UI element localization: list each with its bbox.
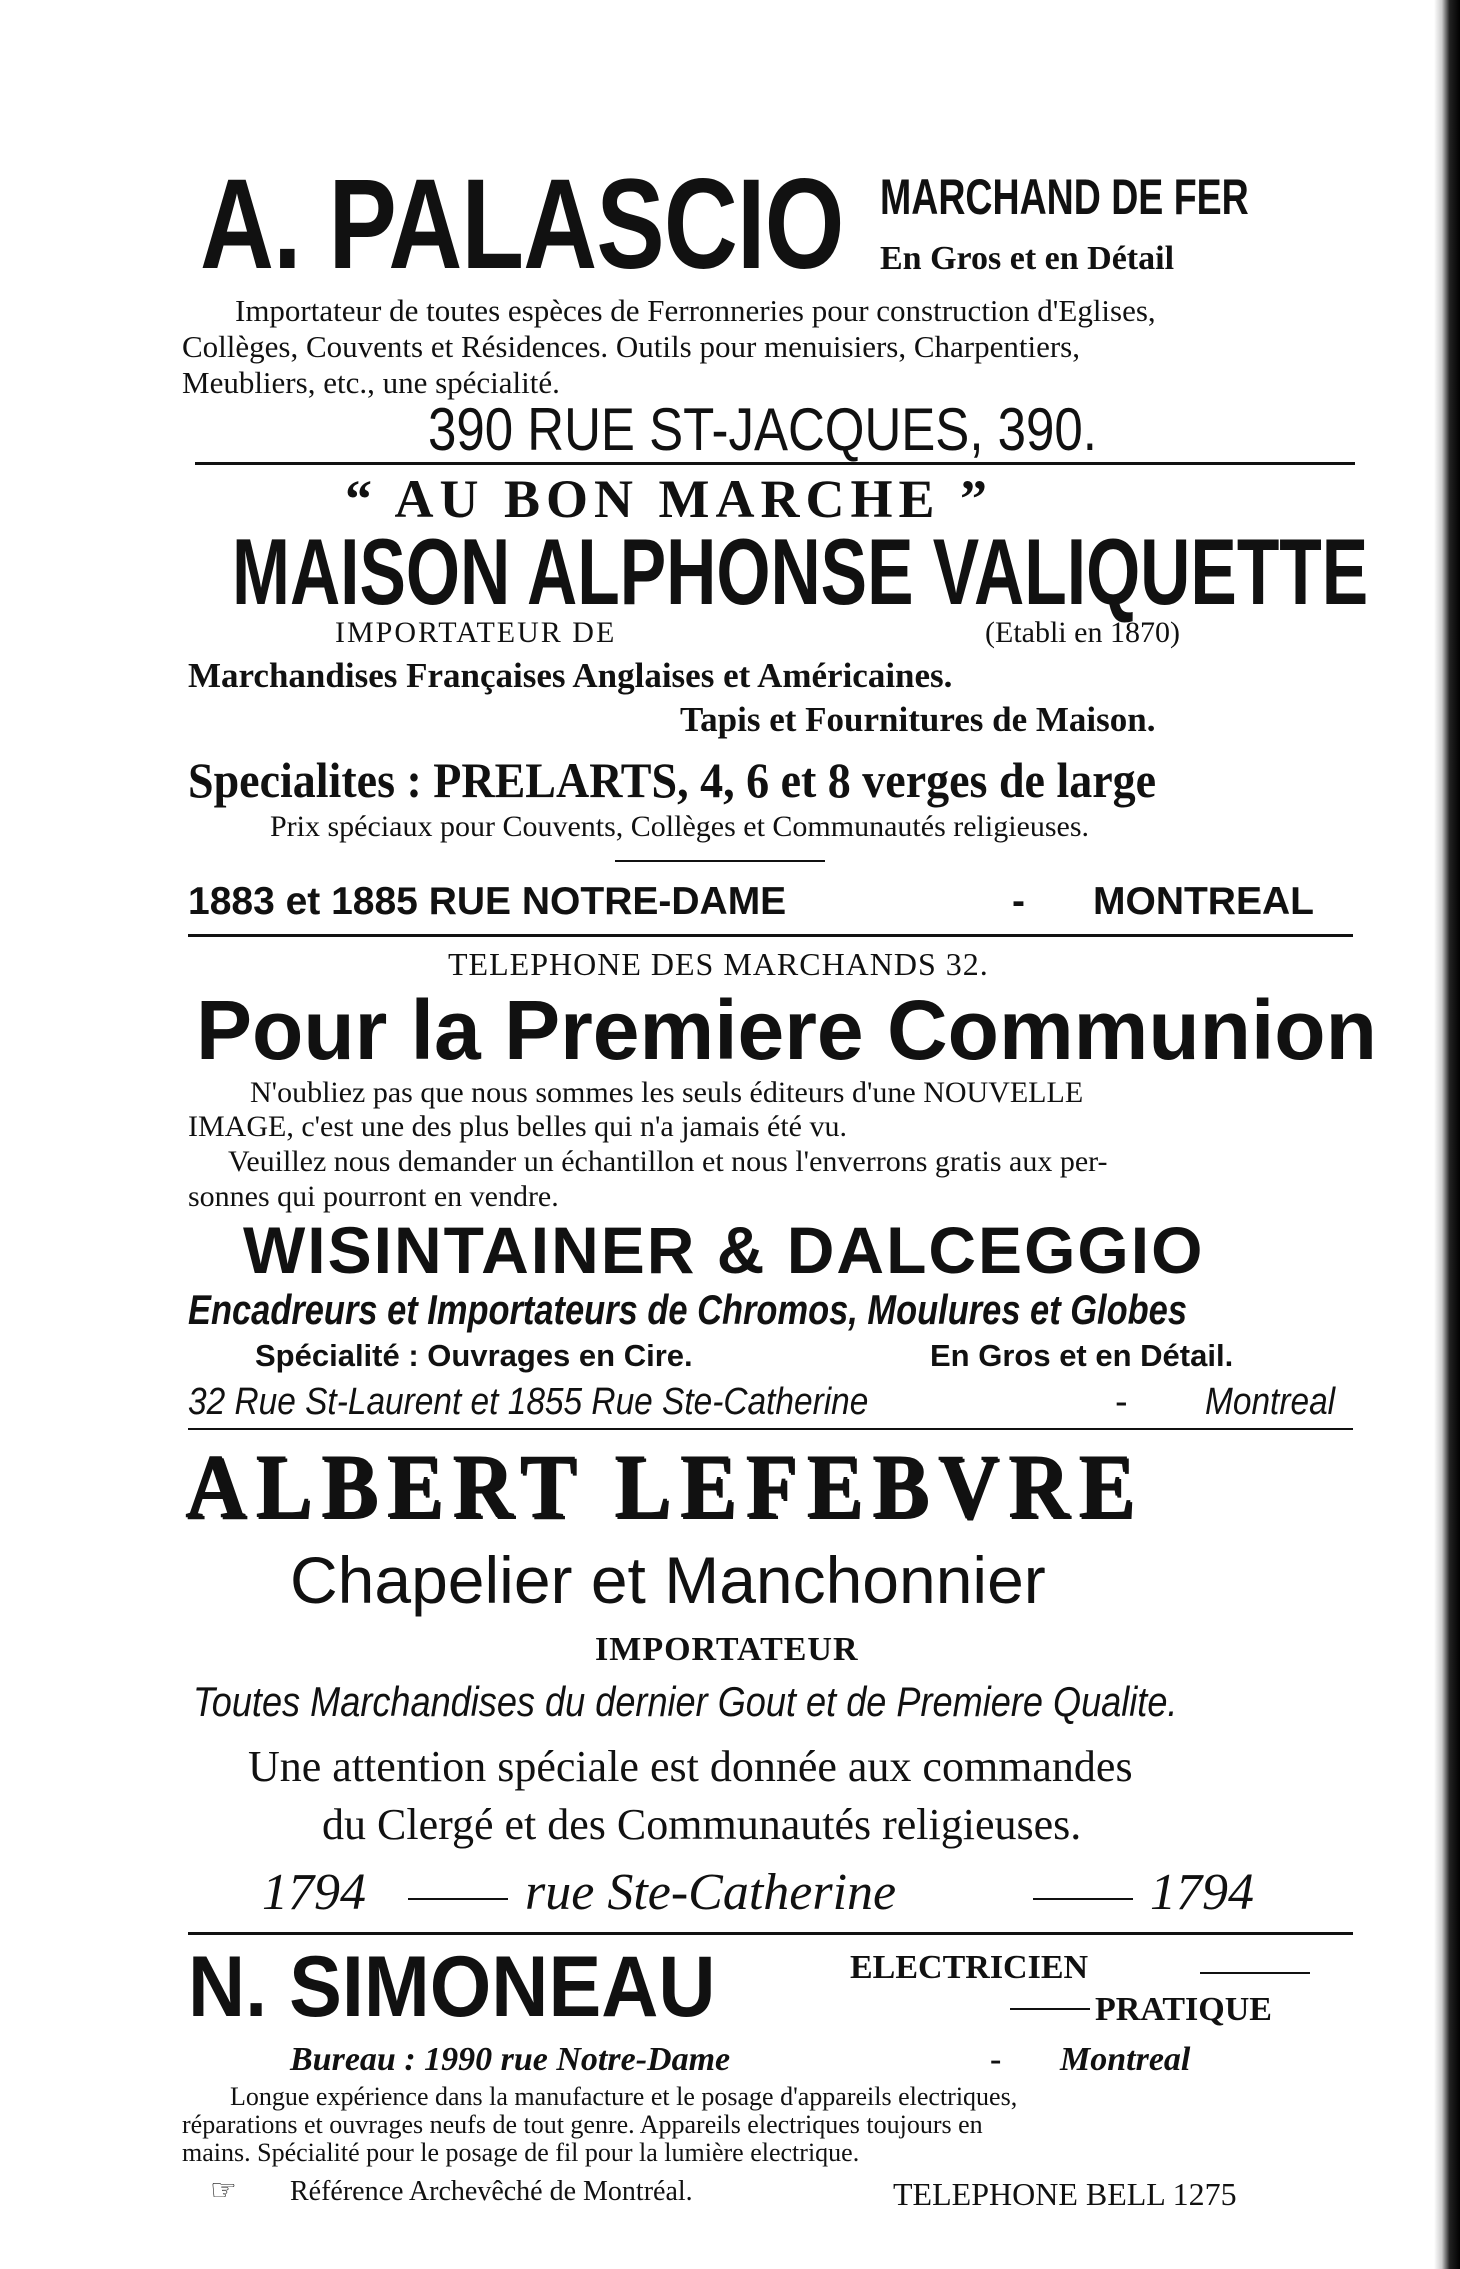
valiquette-address: 1883 et 1885 RUE NOTRE-DAME bbox=[188, 880, 787, 923]
valiquette-line-1: Marchandises Françaises Anglaises et Américaines. bbox=[188, 656, 953, 695]
divider bbox=[188, 1428, 1353, 1430]
communion-firm: WISINTAINER & DALCEGGIO bbox=[243, 1213, 1205, 1287]
communion-text-1: N'oubliez pas que nous sommes les seuls éditeurs d'une NOUVELLE bbox=[250, 1076, 1084, 1109]
dash-rule bbox=[408, 1898, 508, 1900]
simoneau-text-2: réparations et ouvrages neufs de tout genre. Appareils electriques toujours en bbox=[182, 2110, 983, 2139]
communion-address: 32 Rue St-Laurent et 1855 Rue Ste-Catherine bbox=[188, 1381, 869, 1423]
divider bbox=[195, 462, 1355, 465]
communion-city: Montreal bbox=[1205, 1381, 1336, 1423]
valiquette-dash: - bbox=[1012, 880, 1025, 923]
simoneau-telephone: TELEPHONE BELL 1275 bbox=[893, 2176, 1237, 2212]
palascio-desc-2: Collèges, Couvents et Résidences. Outils pour menuisiers, Charpentiers, bbox=[182, 329, 1080, 364]
dash-rule bbox=[1033, 1898, 1133, 1900]
communion-text-2: IMAGE, c'est une des plus belles qui n'a jamais été vu. bbox=[188, 1110, 847, 1143]
simoneau-text-1: Longue expérience dans la manufacture et le posage d'appareils electriques, bbox=[230, 2082, 1018, 2111]
lefebvre-street: rue Ste-Catherine bbox=[525, 1864, 897, 1921]
communion-text-4: sonnes qui pourront en vendre. bbox=[188, 1180, 559, 1213]
divider-short bbox=[615, 860, 825, 862]
communion-specialite: Spécialité : Ouvrages en Cire. bbox=[255, 1338, 693, 1373]
valiquette-prix: Prix spéciaux pour Couvents, Collèges et Communautés religieuses. bbox=[270, 810, 1090, 843]
simoneau-reference: Référence Archevêché de Montréal. bbox=[290, 2176, 693, 2207]
lefebvre-line-3: du Clergé et des Communautés religieuses. bbox=[322, 1800, 1082, 1849]
page-binding-edge bbox=[1434, 0, 1460, 2269]
simoneau-dash: - bbox=[990, 2041, 1002, 2078]
lefebvre-importateur: IMPORTATEUR bbox=[595, 1631, 859, 1668]
trade-rule bbox=[1010, 2008, 1090, 2010]
simoneau-bureau: Bureau : 1990 rue Notre-Dame bbox=[290, 2041, 731, 2078]
palascio-gros: En Gros et en Détail bbox=[880, 240, 1175, 277]
palascio-trade: MARCHAND DE FER bbox=[880, 169, 1249, 225]
pointing-hand-icon: ☞ bbox=[210, 2174, 237, 2207]
palascio-address: 390 RUE ST-JACQUES, 390. bbox=[428, 396, 1097, 463]
communion-text-3: Veuillez nous demander un échantillon et nous l'enverrons gratis aux per- bbox=[228, 1145, 1108, 1178]
trade-rule bbox=[1200, 1972, 1310, 1974]
divider bbox=[188, 934, 1353, 937]
communion-gros: En Gros et en Détail. bbox=[930, 1338, 1234, 1373]
simoneau-trade-1: ELECTRICIEN bbox=[850, 1949, 1089, 1986]
valiquette-importateur: IMPORTATEUR DE bbox=[335, 616, 617, 649]
lefebvre-line-1: Toutes Marchandises du dernier Gout et de Premiere Qualite. bbox=[193, 1678, 1178, 1725]
communion-title: Pour la Premiere Communion bbox=[196, 983, 1377, 1077]
valiquette-etabli: (Etabli en 1870) bbox=[985, 616, 1180, 649]
lefebvre-num-left: 1794 bbox=[262, 1864, 366, 1921]
lefebvre-name: ALBERT LEFEBVRE bbox=[185, 1435, 1144, 1537]
communion-trade: Encadreurs et Importateurs de Chromos, Moulures et Globes bbox=[188, 1286, 1187, 1333]
lefebvre-trade: Chapelier et Manchonnier bbox=[290, 1543, 1046, 1617]
valiquette-line-2: Tapis et Fournitures de Maison. bbox=[680, 700, 1156, 739]
palascio-desc-3: Meubliers, etc., une spécialité. bbox=[182, 365, 560, 400]
communion-dash: - bbox=[1115, 1381, 1128, 1423]
lefebvre-line-2: Une attention spéciale est donnée aux commandes bbox=[248, 1742, 1133, 1791]
valiquette-telephone: TELEPHONE DES MARCHANDS 32. bbox=[448, 946, 989, 982]
simoneau-text-3: mains. Spécialité pour le posage de fil pour la lumière electrique. bbox=[182, 2138, 860, 2167]
valiquette-specialites: Specialites : PRELARTS, 4, 6 et 8 verges de large bbox=[188, 752, 1157, 808]
palascio-name: A. PALASCIO bbox=[200, 153, 844, 296]
valiquette-name: MAISON ALPHONSE VALIQUETTE bbox=[232, 519, 1369, 624]
divider bbox=[188, 1932, 1353, 1935]
valiquette-slogan: “ AU BON MARCHE ” bbox=[345, 469, 994, 529]
simoneau-trade-2: PRATIQUE bbox=[1095, 1991, 1272, 2028]
lefebvre-num-right: 1794 bbox=[1150, 1864, 1254, 1921]
palascio-desc-1: Importateur de toutes espèces de Ferronneries pour construction d'Eglises, bbox=[235, 293, 1156, 328]
simoneau-city: Montreal bbox=[1060, 2041, 1191, 2078]
valiquette-city: MONTREAL bbox=[1093, 880, 1314, 923]
simoneau-name: N. SIMONEAU bbox=[188, 1939, 716, 2035]
